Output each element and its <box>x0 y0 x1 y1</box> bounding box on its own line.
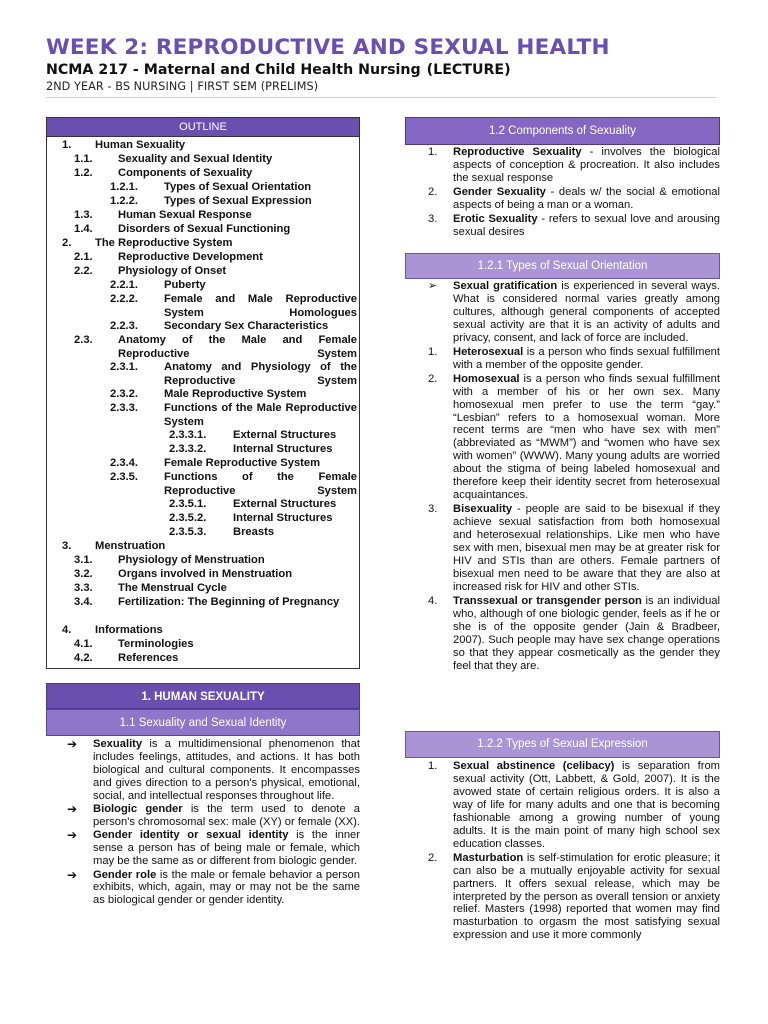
list-item-text: - refers to sexual love and arousing sexual desires <box>453 212 720 238</box>
outline-item-number: 4.1. <box>74 638 93 650</box>
arrow-bullet-icon: ➔ <box>67 828 78 843</box>
definition-term: Biologic gender <box>93 803 183 816</box>
list-item-text: is a person who finds sexual fulfillment with a member of his or her own sex. Many homosexual men prefer to use the term “gay.” “Lesbian” refers to a homosexual woman. More recent terms are “men who have sex with men” (abbreviated as “MWM”) and “women who have sex with women” (WWW). Many young adults are worried about the stigma of being labeled homosexual and therefore keep their identity secret from heterosexual acquaintances. <box>453 372 720 502</box>
list-item-number: 2. <box>428 372 438 385</box>
outline-item-number: 2.3.2. <box>110 388 138 400</box>
outline-item-number: 1.2.1. <box>110 181 138 193</box>
outline-item-number: 2.3.3. <box>110 402 138 414</box>
arrow-bullet-icon: ➔ <box>67 867 78 882</box>
outline-item-number: 3. <box>62 540 72 552</box>
list-item-term: Reproductive Sexuality <box>453 146 582 158</box>
outline-heading: OUTLINE <box>47 118 359 137</box>
list-item <box>428 346 720 372</box>
course-name: NCMA 217 - Maternal and Child Health Nursing <box>46 62 421 78</box>
list-item-text: is self-stimulation for erotic pleasure; it can also be a mutually enjoyable activity for sexual partners. It offers sexual release, which may be interpreted by the person as overall tension or anxiety relief. Masters (1998) reported that women may find masturbation to orgasm the most satisfying sexual expression and use it more commonly <box>453 851 720 942</box>
list-item-term: Sexual abstinence (celibacy) <box>453 760 615 772</box>
list-item-term: Transsexual or transgender person <box>453 594 642 607</box>
list-item-number: 2. <box>428 851 438 864</box>
list-item-text: - deals w/ the social & emotional aspects of being a man or a woman. <box>453 185 721 211</box>
outline-item-label: Sexuality and Sexual Identity <box>118 153 273 165</box>
outline-item-number: 1.1. <box>74 153 93 165</box>
list-item-text: - people are said to be bisexual if they achieve sexual satisfaction from both homosexual and heterosexual relationships. Like men who have sex with men, bisexual men may be at greater risk for HIV and STIs than are others. Female partners of bisexual men need to be aware that they are also at increased risk for HIV and other STIs. <box>453 503 720 593</box>
list-item-text: is a person who finds sexual fulfillment with a member of the opposite gender. <box>453 345 720 371</box>
list-item-term: Erotic Sexuality <box>453 212 538 225</box>
outline-item-label: Physiology of Menstruation <box>118 554 265 566</box>
list-item <box>428 213 720 239</box>
outline-item-label: Informations <box>95 624 163 636</box>
outline-item-label: Human Sexual Response <box>118 209 252 221</box>
outline-item-label: The Reproductive System <box>95 237 233 249</box>
outline-item-label: Components of Sexuality <box>118 167 253 179</box>
list-item-text: - involves the biological aspects of conception & procreation. It also includes the sexual response <box>453 146 720 184</box>
outline-item-number: 1.3. <box>74 209 93 221</box>
subsection-heading-components: 1.2 Components of Sexuality <box>405 117 720 145</box>
outline-item-label: Fertilization: The Beginning of Pregnancy <box>118 596 340 608</box>
outline-item-number: 2. <box>62 237 72 249</box>
list-item <box>428 373 720 503</box>
list-item-text: is an individual who, although of one biologic gender, feels as if he or she is of the opposite gender (Jain & Bradbeer, 2007). Such people may have sex change operations so that they appear cosmetically as the gender they feel that they are. <box>453 594 720 672</box>
list-item-number: 2. <box>428 185 438 198</box>
list-item <box>428 760 720 851</box>
outline-item-number: 1.4. <box>74 223 93 235</box>
outline-item-number: 1.2. <box>74 167 93 179</box>
outline-item-number: 2.2.2. <box>110 293 138 305</box>
course-type: (LECTURE) <box>426 62 511 78</box>
outline-item-label: Anatomy and Physiology of the Reproductive System <box>164 361 357 387</box>
list-item <box>428 852 720 943</box>
arrow-bullet-icon: ➔ <box>67 802 78 817</box>
page-title: WEEK 2: REPRODUCTIVE AND SEXUAL HEALTH <box>46 35 610 60</box>
outline-item-number: 2.2.1. <box>110 279 138 291</box>
outline-item-label: Anatomy of the Male and Female Reproductive System <box>118 334 357 360</box>
outline-item-number: 4. <box>62 624 72 636</box>
outline-item-label: Types of Sexual Orientation <box>164 181 312 193</box>
list-item-term: Masturbation <box>453 851 524 864</box>
outline-item-number: 2.3. <box>74 334 93 346</box>
list-item-term: Sexual gratification <box>453 280 558 292</box>
orientation-list <box>428 280 720 674</box>
outline-item-label: The Menstrual Cycle <box>118 582 227 594</box>
outline-item-number: 2.3.5.3. <box>169 526 207 538</box>
definition-item <box>66 803 360 829</box>
list-item-number: 1. <box>428 345 438 358</box>
outline-item-number: 2.1. <box>74 251 93 263</box>
outline-item-label: Female and Male Reproductive System Homologues <box>164 293 357 319</box>
outline-item-number: 2.2. <box>74 265 93 277</box>
definition-text: is the term used to denote a person's chromosomal sex: male (XY) or female (XX). <box>93 803 360 828</box>
arrow-bullet-icon: ➔ <box>67 737 78 751</box>
expression-list <box>428 760 720 943</box>
outline-item-number: 2.3.3.1. <box>169 429 207 441</box>
document-header <box>46 36 726 94</box>
outline-item-number: 1.2.2. <box>110 195 138 207</box>
list-item-text: is separation from sexual activity (Ott, Labbett, & Gold, 2007). It is the avowed state of certain religious orders. It is also a way of life for many adults and one that is becoming fashionable among a growing number of young adults. It is the main point of many high school sex education classes. <box>453 760 721 850</box>
list-item <box>428 186 720 212</box>
outline-item-number: 3.2. <box>74 568 93 580</box>
list-item-number: 1. <box>428 146 438 158</box>
outline-item-label: Terminologies <box>118 638 194 650</box>
outline-item-label: External Structures <box>233 429 337 441</box>
outline-item-label: Physiology of Onset <box>118 265 227 277</box>
outline-item-number: 2.3.5.1. <box>169 498 207 510</box>
list-item-text: is experienced in several ways. What is considered normal varies greatly among cultures, although general components of accepted sexual activity are that it is an activity of adults and privacy, consent, and lack of force are included. <box>453 280 720 344</box>
definition-text: is the inner sense a person has of being male or female, which may be the same as or different from biologic gender. <box>93 829 360 868</box>
definition-term: Gender role <box>93 868 157 881</box>
list-item <box>428 280 720 345</box>
outline-item-number: 2.3.5. <box>110 471 138 483</box>
outline-item-label: Types of Sexual Expression <box>164 195 312 207</box>
list-item-number: 1. <box>428 760 438 772</box>
list-item <box>428 595 720 673</box>
outline-item-label: Internal Structures <box>233 512 333 524</box>
arrowhead-bullet-icon: ➢ <box>428 280 438 292</box>
definition-text: is the male or female behavior a person exhibits, which, again, may or may not be the same as biological gender or gender identity. <box>93 868 360 907</box>
outline-item-number: 3.3. <box>74 582 93 594</box>
course-line <box>46 61 726 79</box>
list-item-term: Bisexuality <box>453 503 513 516</box>
outline-item-label: Reproductive Development <box>118 251 263 263</box>
outline-item-label: Human Sexuality <box>95 139 186 151</box>
outline-item-number: 2.3.5.2. <box>169 512 207 524</box>
definition-term: Sexuality <box>93 738 143 750</box>
list-item <box>428 503 720 594</box>
outline-item-label: Functions of the Male Reproductive System <box>164 402 357 428</box>
outline-item-number: 3.4. <box>74 596 93 608</box>
definition-item <box>66 738 360 803</box>
outline-box <box>46 117 360 669</box>
outline-item-label: Functions of the Female Reproductive System <box>164 471 357 497</box>
outline-item-label: Female Reproductive System <box>164 457 321 469</box>
outline-item-number: 2.3.4. <box>110 457 138 469</box>
outline-item-label: Male Reproductive System <box>164 388 307 400</box>
subsection-heading-expression: 1.2.2 Types of Sexual Expression <box>405 731 720 758</box>
list-item-term: Gender Sexuality <box>453 185 546 198</box>
section-heading-human-sexuality: 1. HUMAN SEXUALITY <box>46 683 360 709</box>
list-item <box>428 146 720 185</box>
outline-item-label: References <box>118 652 179 664</box>
definition-item <box>66 869 360 908</box>
subsection-heading-sexual-identity: 1.1 Sexuality and Sexual Identity <box>46 709 360 736</box>
outline-item-label: Secondary Sex Characteristics <box>164 320 329 332</box>
outline-item-label: Disorders of Sexual Functioning <box>118 223 291 235</box>
components-list <box>428 146 720 240</box>
outline-item-number: 2.2.3. <box>110 320 138 332</box>
definition-text: is a multidimensional phenomenon that includes feelings, attitudes, and actions. It has both biological and cultural components. It encompasses and gives direction to a person's physical, emotional, social, and intellectual responses throughout life. <box>93 738 360 802</box>
outline-item-label: Puberty <box>164 279 206 291</box>
subsection-heading-orientation: 1.2.1 Types of Sexual Orientation <box>405 253 720 279</box>
outline-item-number: 3.1. <box>74 554 93 566</box>
list-item-number: 4. <box>428 594 438 607</box>
list-item-term: Homosexual <box>453 372 520 385</box>
outline-item-label: Internal Structures <box>233 443 333 455</box>
outline-item-label: Breasts <box>233 526 275 538</box>
course-subline: 2ND YEAR - BS NURSING | FIRST SEM (PRELIMS) <box>46 80 319 93</box>
list-item-number: 3. <box>428 503 438 516</box>
sexuality-definitions-list <box>66 738 360 908</box>
definition-item <box>66 829 360 868</box>
definition-term: Gender identity or sexual identity <box>93 829 289 842</box>
outline-item-number: 2.3.1. <box>110 361 138 373</box>
header-divider <box>46 97 716 98</box>
outline-item-label: Organs involved in Menstruation <box>118 568 293 580</box>
outline-item-label: Menstruation <box>95 540 166 552</box>
list-item-term: Heterosexual <box>453 345 524 358</box>
outline-item-number: 2.3.3.2. <box>169 443 207 455</box>
outline-item-label: External Structures <box>233 498 337 510</box>
list-item-number: 3. <box>428 212 438 225</box>
outline-item-number: 1. <box>62 139 72 151</box>
outline-item-number: 4.2. <box>74 652 93 664</box>
